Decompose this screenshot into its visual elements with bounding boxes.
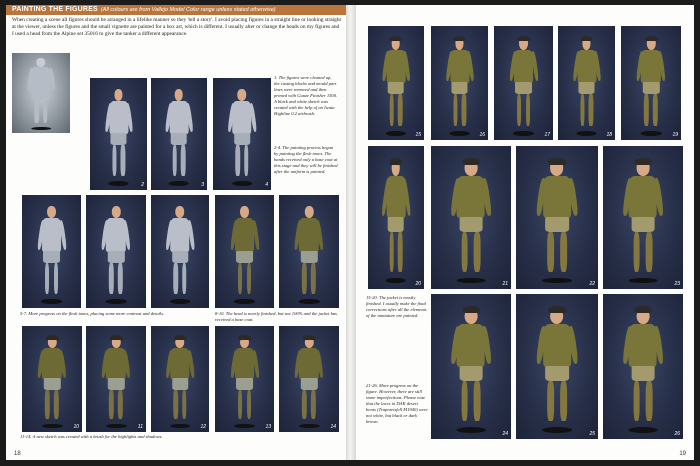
photo-number: 19 — [672, 132, 678, 138]
photo-1 — [12, 53, 70, 133]
photo-18 — [558, 26, 615, 140]
photo-number: 21 — [502, 281, 508, 287]
photo-21 — [431, 146, 511, 289]
photo-2 — [90, 78, 147, 190]
photo-number: 16 — [479, 132, 485, 138]
photo-number: 25 — [589, 431, 595, 437]
photo-number: 22 — [589, 281, 595, 287]
photo-number: 14 — [330, 424, 336, 430]
caption-5-7: 5-7. More progress on the flesh tones, placing some more contrast and details. — [20, 311, 165, 316]
photo-5 — [22, 195, 81, 308]
caption-15-20: 15-20. The jacket is mostly finished. I usually make the final corrections after all the elements of the miniature are painted. — [366, 295, 427, 318]
section-note: (All colours are from Vallejo Model Color range unless stated otherwise) — [100, 7, 276, 13]
photo-20 — [368, 146, 424, 289]
photo-9 — [279, 195, 339, 308]
photo-number: 24 — [502, 431, 508, 437]
photo-3 — [151, 78, 207, 190]
photo-number: 17 — [544, 132, 550, 138]
photo-number: 4 — [265, 182, 268, 188]
photo-22 — [516, 146, 598, 289]
photo-number: 10 — [73, 424, 79, 430]
page-number-left: 18 — [14, 451, 21, 457]
caption-21-26: 21-26. More progress on the figure. However, there are still some imperfections. Please note that the laces in DAK desert boots (Trapezeisfell M1940) were not white, but black or dark brown. — [366, 383, 428, 424]
photo-23 — [603, 146, 683, 289]
section-title: PAINTING THE FIGURES — [12, 6, 98, 13]
photo-number: 3 — [201, 182, 204, 188]
intro-paragraph: When creating a scene all figures should be arranged in a lifelike manner so they 'tell a story'. I avoid placing figures in a straight line or looking straight at the viewer, unless the figures and the small vignette are painted for a box art, which is different. I usually alter or change the heads on my figures and I used a head from the Alpine set 35016 to give the tanker a different appearance. — [12, 17, 342, 37]
photo-24 — [431, 294, 511, 439]
photo-number: 15 — [415, 132, 421, 138]
caption-1: 1. The figures were cleaned up, the casting blocks and mould part lines were removed and then primed with Gunze Finisher 1500. A black and white sketch was created with the help of an Iwata Highline 0.2 airbrush. — [274, 75, 338, 116]
photo-25 — [516, 294, 598, 439]
photo-number: 12 — [200, 424, 206, 430]
page-number-right: 19 — [679, 451, 686, 457]
photo-number: 20 — [415, 281, 421, 287]
caption-8-10: 8-10. The head is nearly finished, but not 100% and the jacket has received a base coat. — [215, 311, 337, 322]
photo-number: 2 — [141, 182, 144, 188]
left-page — [6, 5, 346, 460]
photo-number: 26 — [674, 431, 680, 437]
photo-26 — [603, 294, 683, 439]
photo-number: 13 — [265, 424, 271, 430]
photo-15 — [368, 26, 424, 140]
photo-11 — [86, 326, 146, 432]
photo-number: 11 — [137, 424, 143, 430]
photo-14 — [279, 326, 339, 432]
right-page — [356, 5, 694, 460]
caption-11-14: 11-14. A new sketch was created with a brush for the highlights and shadows. — [20, 434, 163, 439]
caption-2-4: 2-4. The painting process began by painting the flesh tones. The hands received only a base coat at this stage and they will be finished after the uniform is painted. — [274, 145, 338, 174]
page-gutter — [346, 5, 356, 460]
section-header — [6, 5, 346, 15]
photo-7 — [151, 195, 209, 308]
photo-number: 18 — [606, 132, 612, 138]
photo-19 — [621, 26, 681, 140]
photo-8 — [215, 195, 274, 308]
photo-16 — [431, 26, 488, 140]
photo-17 — [494, 26, 553, 140]
photo-13 — [215, 326, 274, 432]
photo-number: 23 — [674, 281, 680, 287]
photo-4 — [213, 78, 271, 190]
photo-6 — [86, 195, 146, 308]
photo-12 — [151, 326, 209, 432]
photo-10 — [22, 326, 82, 432]
